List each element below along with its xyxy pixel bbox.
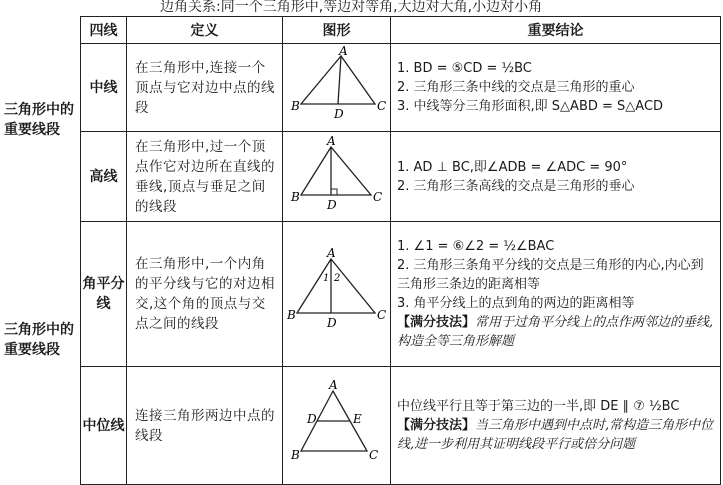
label-A: A — [326, 134, 336, 148]
label-A: A — [328, 378, 338, 392]
tip-label: 【满分技法】 — [397, 315, 476, 330]
header-name: 四线 — [81, 17, 127, 44]
conclusion: 2. 三角形三条角平分线的交点是三角形的内心,内心到三角形三条边的距离相等 — [397, 258, 704, 292]
side-label-1: 三角形中的重要线段 — [4, 102, 74, 138]
label-C: C — [376, 98, 386, 113]
label-B: B — [290, 98, 300, 113]
label-A: A — [338, 45, 348, 58]
tip-text: 常用于过角平分线上的点作两邻边的垂线,构造全等三角形解题 — [397, 315, 714, 349]
label-D: D — [333, 106, 344, 121]
row-conclusions — [391, 44, 721, 132]
row-conclusions — [391, 132, 721, 222]
label-D: D — [306, 411, 317, 426]
row-definition: 连接三角形两边中点的线段 — [127, 367, 283, 485]
conclusion: 3. 角平分线上的点到角的两边的距离相等 — [397, 296, 635, 311]
row-name: 中位线 — [81, 367, 127, 485]
conclusion: 中位线平行且等于第三边的一半,即 DE ∥ ⑦ ½BC — [397, 399, 680, 414]
row-name: 高线 — [81, 132, 127, 222]
label-1: 1 — [322, 273, 329, 284]
bisector-figure — [283, 222, 391, 367]
conclusion: 2. 三角形三条中线的交点是三角形的重心 — [397, 80, 635, 95]
tip-text: 当三角形中遇到中点时,常构造三角形中位线,进一步利用其证明线段平行或倍分问题 — [397, 418, 714, 452]
tip — [397, 313, 716, 351]
lines-table — [80, 16, 721, 485]
median-figure — [283, 44, 391, 132]
header-row — [81, 17, 721, 44]
label-2: 2 — [333, 273, 340, 284]
midline-figure — [283, 367, 391, 485]
row-bisector — [81, 222, 721, 367]
row-conclusions — [391, 367, 721, 485]
label-B: B — [286, 308, 296, 322]
side-label-2: 三角形中的重要线段 — [4, 322, 74, 358]
header-figure: 图形 — [283, 17, 391, 44]
label-B: B — [290, 189, 300, 204]
label-C: C — [368, 447, 378, 462]
conclusion: 3. 中线等分三角形面积,即 S△ABD = S△ACD — [397, 99, 664, 114]
conclusion: 2. 三角形三条高线的交点是三角形的垂心 — [397, 178, 635, 194]
label-C: C — [376, 308, 386, 322]
row-definition: 在三角形中,过一个顶点作它对边所在直线的垂线,顶点与垂足之间的线段 — [127, 132, 283, 222]
row-name: 中线 — [81, 44, 127, 132]
relation-caption: 边角关系:同一个三角形中,等边对等角,大边对大角,小边对小角 — [160, 0, 543, 15]
altitude-figure — [283, 132, 391, 222]
row-definition: 在三角形中,连接一个顶点与它对边中点的线段 — [127, 44, 283, 132]
label-D: D — [326, 197, 337, 212]
row-name: 角平分线 — [81, 222, 127, 367]
conclusion: 1. AD ⊥ BC,即∠ADB = ∠ADC = 90° — [397, 159, 628, 175]
conclusion: 1. BD = ⑤CD = ½BC — [397, 61, 532, 76]
label-B: B — [290, 447, 300, 462]
row-conclusions — [391, 222, 721, 367]
label-A: A — [326, 247, 336, 260]
row-definition: 在三角形中,一个内角的平分线与它的对边相交,这个角的顶点与交点之间的线段 — [127, 222, 283, 367]
label-D: D — [326, 316, 337, 330]
header-definition: 定义 — [127, 17, 283, 44]
row-altitude — [81, 132, 721, 222]
row-midline — [81, 367, 721, 485]
label-E: E — [352, 411, 362, 426]
tip — [397, 416, 716, 454]
tip-label: 【满分技法】 — [397, 418, 476, 433]
label-C: C — [372, 189, 382, 204]
conclusion: 1. ∠1 = ⑥∠2 = ½∠BAC — [397, 239, 555, 254]
row-median — [81, 44, 721, 132]
header-conclusion: 重要结论 — [391, 17, 721, 44]
